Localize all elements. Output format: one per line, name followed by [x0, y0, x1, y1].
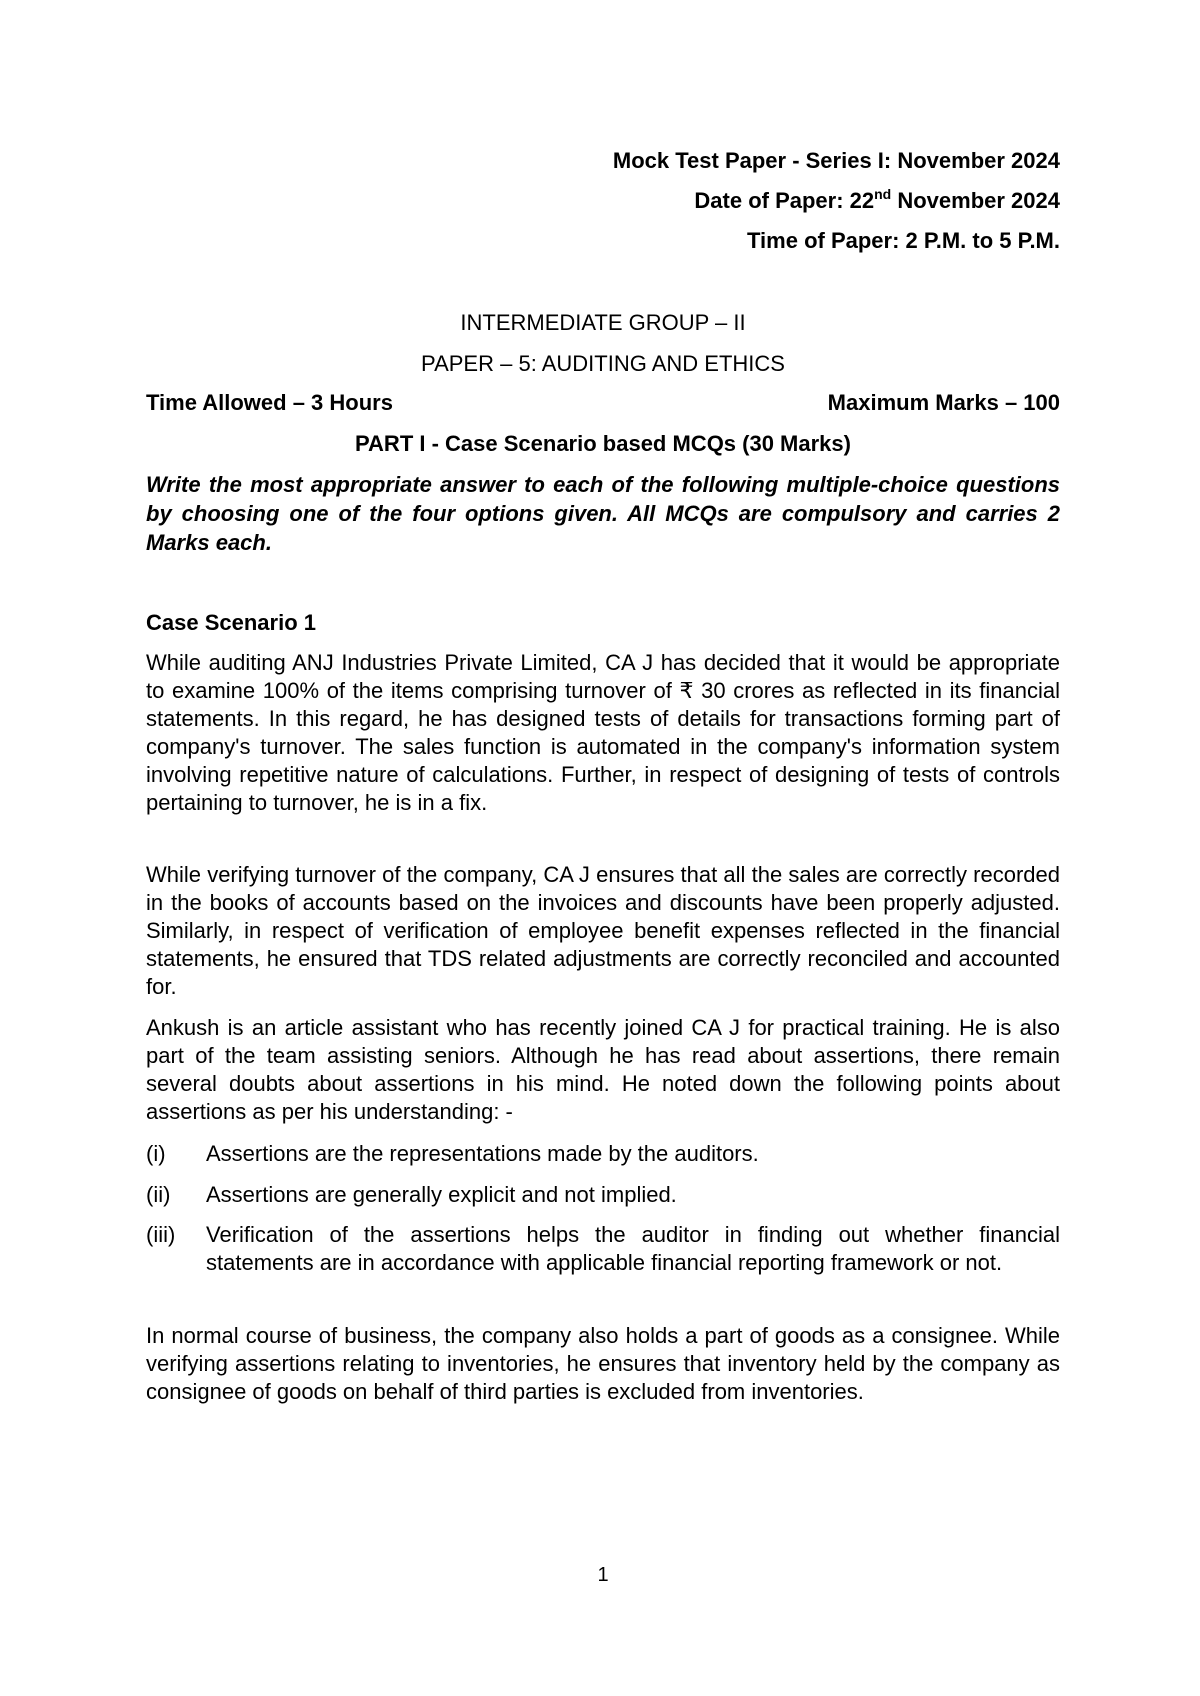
- date-suffix: November 2024: [891, 188, 1060, 213]
- list-item: [146, 1140, 1060, 1168]
- date-prefix: Date of Paper: 22: [694, 188, 875, 213]
- list-item-number: (iii): [146, 1222, 176, 1247]
- list-item-text: Assertions are the representations made by the auditors.: [206, 1141, 759, 1166]
- time-marks-row: [146, 390, 1060, 416]
- list-item: [146, 1181, 1060, 1209]
- page-number: 1: [597, 1564, 609, 1586]
- list-item-number: (i): [146, 1141, 166, 1166]
- instructions: Write the most appropriate answer to each of the following multiple-choice questions by choosing one of the four options given. All MCQs are compulsory and carries 2 Marks each.: [146, 472, 1060, 555]
- time-allowed: Time Allowed – 3 Hours: [146, 390, 393, 415]
- series-line: Mock Test Paper - Series I: November 2024: [612, 148, 1060, 173]
- case-scenario-title: Case Scenario 1: [146, 610, 316, 635]
- group-title: INTERMEDIATE GROUP – II: [460, 310, 746, 335]
- paper-title: PAPER – 5: AUDITING AND ETHICS: [421, 351, 785, 376]
- date-of-paper: [694, 188, 1060, 214]
- case-paragraph-2: While verifying turnover of the company, CA J ensures that all the sales are correctly recorded in the books of accounts based on the invoices and discounts have been properly adjusted. Similarly, in respect of verification of employee benefit expenses reflected in the financial statements, he ensured that TDS related adjustments are correctly reconciled and accounted for.: [146, 862, 1060, 999]
- part-title: PART I - Case Scenario based MCQs (30 Marks): [355, 431, 851, 456]
- list-item-number: (ii): [146, 1182, 171, 1207]
- document-page: [146, 0, 1060, 1696]
- maximum-marks: Maximum Marks – 100: [827, 390, 1060, 415]
- case-paragraph-3: Ankush is an article assistant who has recently joined CA J for practical training. He is also part of the team assisting seniors. Although he has read about assertions, there remain several doubts about assertions in his mind. He noted down the following points about assertions as per his understanding: -: [146, 1015, 1060, 1124]
- list-item-text: Assertions are generally explicit and not implied.: [206, 1182, 677, 1207]
- case-paragraph-1: While auditing ANJ Industries Private Limited, CA J has decided that it would be appropriate to examine 100% of the items comprising turnover of ₹ 30 crores as reflected in its financial statements. In this regard, he has designed tests of details for transactions forming part of company's turnover. The sales function is automated in the company's information system involving repetitive nature of calculations. Further, in respect of designing of tests of controls pertaining to turnover, he is in a fix.: [146, 650, 1060, 815]
- date-ordinal-suffix: nd: [874, 186, 892, 202]
- time-of-paper: Time of Paper: 2 P.M. to 5 P.M.: [747, 228, 1060, 253]
- list-item-text: Verification of the assertions helps the auditor in finding out whether financial statements are in accordance with applicable financial reporting framework or not.: [206, 1222, 1060, 1275]
- case-paragraph-4: In normal course of business, the company also holds a part of goods as a consignee. While verifying assertions relating to inventories, he ensures that inventory held by the company as consignee of goods on behalf of third parties is excluded from inventories.: [146, 1323, 1060, 1404]
- list-item: [146, 1221, 1060, 1277]
